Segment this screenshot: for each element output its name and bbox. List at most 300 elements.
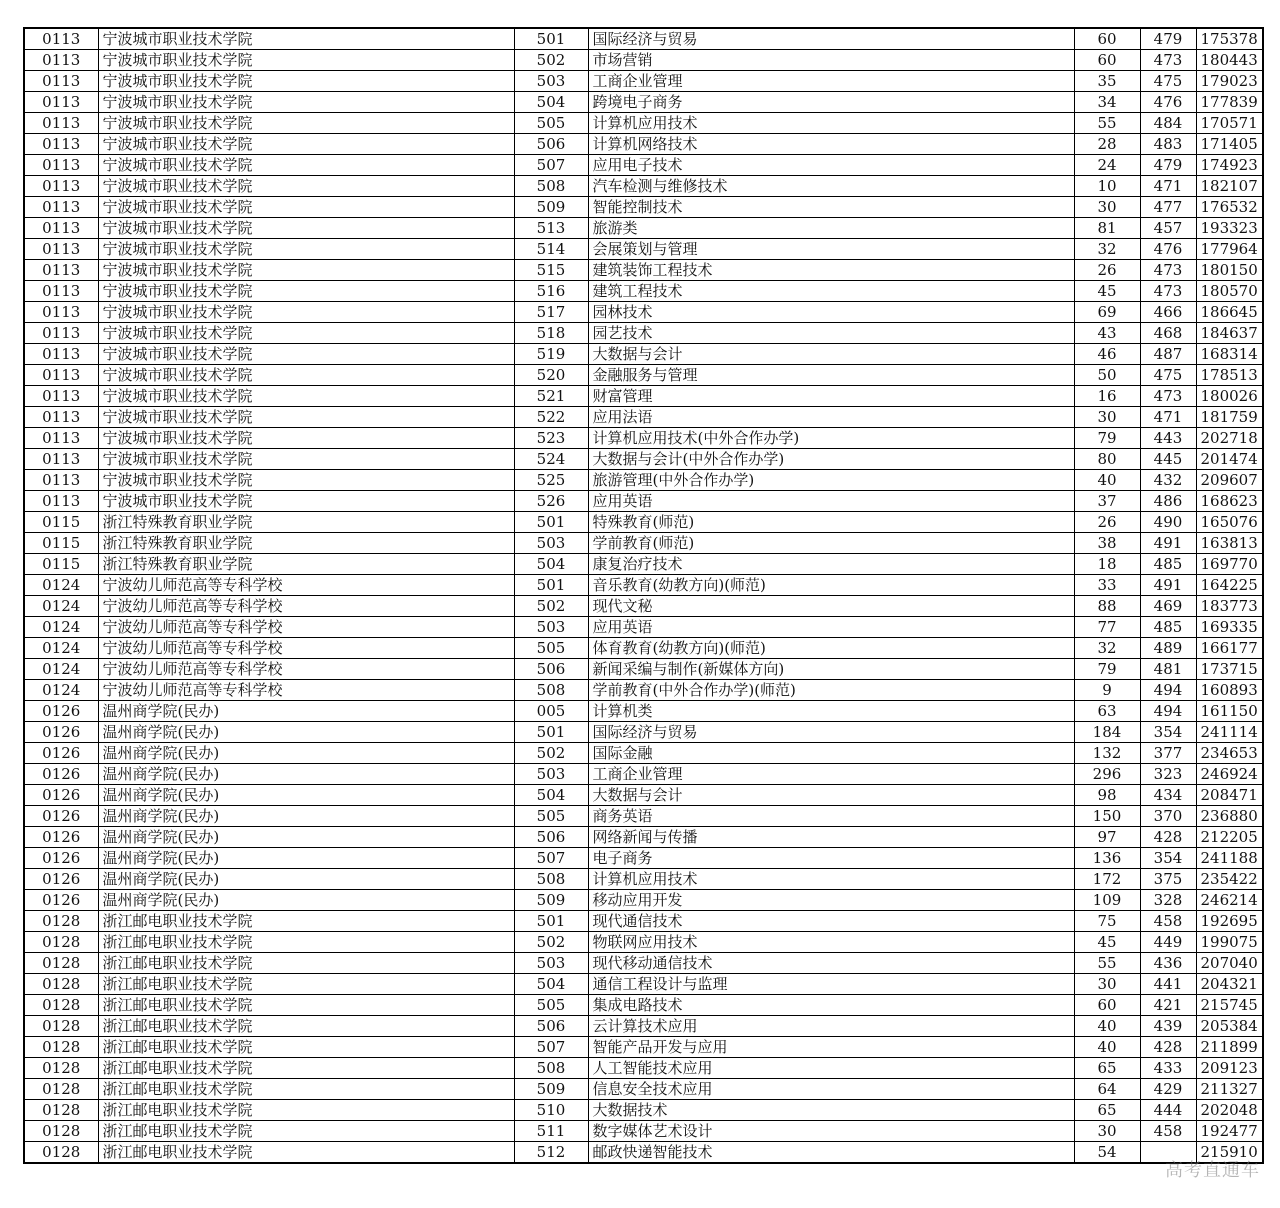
school-name-cell: 浙江邮电职业技术学院: [98, 1058, 514, 1079]
major-name-cell: 现代通信技术: [588, 911, 1074, 932]
school-code-cell: 0113: [24, 323, 98, 344]
school-code-cell: 0113: [24, 449, 98, 470]
plan-count-cell: 75: [1074, 911, 1140, 932]
major-code-cell: 519: [514, 344, 588, 365]
rank-cell: 165076: [1196, 512, 1263, 533]
school-name-cell: 宁波城市职业技术学院: [98, 28, 514, 50]
school-code-cell: 0115: [24, 512, 98, 533]
rank-cell: 174923: [1196, 155, 1263, 176]
school-name-cell: 宁波城市职业技术学院: [98, 407, 514, 428]
school-name-cell: 浙江邮电职业技术学院: [98, 995, 514, 1016]
table-row: [24, 1121, 1263, 1142]
school-code-cell: 0128: [24, 953, 98, 974]
school-name-cell: 宁波城市职业技术学院: [98, 302, 514, 323]
school-name-cell: 宁波城市职业技术学院: [98, 323, 514, 344]
major-code-cell: 522: [514, 407, 588, 428]
rank-cell: 178513: [1196, 365, 1263, 386]
rank-cell: 168623: [1196, 491, 1263, 512]
school-code-cell: 0128: [24, 1016, 98, 1037]
major-name-cell: 财富管理: [588, 386, 1074, 407]
school-name-cell: 浙江邮电职业技术学院: [98, 1121, 514, 1142]
school-name-cell: 宁波城市职业技术学院: [98, 134, 514, 155]
school-name-cell: 宁波城市职业技术学院: [98, 491, 514, 512]
min-score-cell: 377: [1140, 743, 1196, 764]
major-name-cell: 建筑工程技术: [588, 281, 1074, 302]
table-row: [24, 302, 1263, 323]
school-code-cell: 0113: [24, 260, 98, 281]
rank-cell: 175378: [1196, 28, 1263, 50]
min-score-cell: 434: [1140, 785, 1196, 806]
school-name-cell: 温州商学院(民办): [98, 848, 514, 869]
table-row: [24, 1100, 1263, 1121]
major-name-cell: 应用英语: [588, 617, 1074, 638]
school-code-cell: 0113: [24, 281, 98, 302]
major-name-cell: 跨境电子商务: [588, 92, 1074, 113]
plan-count-cell: 40: [1074, 1037, 1140, 1058]
plan-count-cell: 64: [1074, 1079, 1140, 1100]
rank-cell: 166177: [1196, 638, 1263, 659]
plan-count-cell: 34: [1074, 92, 1140, 113]
major-code-cell: 506: [514, 134, 588, 155]
rank-cell: 182107: [1196, 176, 1263, 197]
plan-count-cell: 296: [1074, 764, 1140, 785]
plan-count-cell: 109: [1074, 890, 1140, 911]
school-code-cell: 0126: [24, 743, 98, 764]
table-body: [24, 28, 1263, 1163]
min-score-cell: 421: [1140, 995, 1196, 1016]
major-code-cell: 506: [514, 1016, 588, 1037]
school-name-cell: 浙江邮电职业技术学院: [98, 1037, 514, 1058]
major-code-cell: 508: [514, 680, 588, 701]
school-code-cell: 0113: [24, 176, 98, 197]
table-row: [24, 176, 1263, 197]
school-name-cell: 温州商学院(民办): [98, 869, 514, 890]
min-score-cell: 354: [1140, 848, 1196, 869]
school-code-cell: 0113: [24, 71, 98, 92]
major-name-cell: 大数据技术: [588, 1100, 1074, 1121]
rank-cell: 201474: [1196, 449, 1263, 470]
school-name-cell: 浙江邮电职业技术学院: [98, 1100, 514, 1121]
major-code-cell: 506: [514, 659, 588, 680]
min-score-cell: 428: [1140, 827, 1196, 848]
major-name-cell: 计算机应用技术: [588, 869, 1074, 890]
min-score-cell: 476: [1140, 92, 1196, 113]
rank-cell: 235422: [1196, 869, 1263, 890]
rank-cell: 177839: [1196, 92, 1263, 113]
major-code-cell: 517: [514, 302, 588, 323]
major-name-cell: 特殊教育(师范): [588, 512, 1074, 533]
major-code-cell: 525: [514, 470, 588, 491]
min-score-cell: 370: [1140, 806, 1196, 827]
school-code-cell: 0113: [24, 344, 98, 365]
major-name-cell: 工商企业管理: [588, 71, 1074, 92]
rank-cell: 180443: [1196, 50, 1263, 71]
rank-cell: 205384: [1196, 1016, 1263, 1037]
major-code-cell: 506: [514, 827, 588, 848]
plan-count-cell: 132: [1074, 743, 1140, 764]
major-name-cell: 计算机类: [588, 701, 1074, 722]
major-name-cell: 康复治疗技术: [588, 554, 1074, 575]
major-name-cell: 应用电子技术: [588, 155, 1074, 176]
school-code-cell: 0126: [24, 764, 98, 785]
school-code-cell: 0113: [24, 218, 98, 239]
major-code-cell: 501: [514, 28, 588, 50]
table-row: [24, 596, 1263, 617]
school-name-cell: 温州商学院(民办): [98, 722, 514, 743]
min-score-cell: 479: [1140, 28, 1196, 50]
major-code-cell: 502: [514, 596, 588, 617]
min-score-cell: 443: [1140, 428, 1196, 449]
min-score-cell: 445: [1140, 449, 1196, 470]
major-code-cell: 503: [514, 617, 588, 638]
school-name-cell: 宁波城市职业技术学院: [98, 176, 514, 197]
school-name-cell: 宁波城市职业技术学院: [98, 92, 514, 113]
min-score-cell: 483: [1140, 134, 1196, 155]
major-name-cell: 市场营销: [588, 50, 1074, 71]
school-code-cell: 0113: [24, 470, 98, 491]
plan-count-cell: 24: [1074, 155, 1140, 176]
major-name-cell: 计算机网络技术: [588, 134, 1074, 155]
school-name-cell: 宁波城市职业技术学院: [98, 197, 514, 218]
major-name-cell: 音乐教育(幼教方向)(师范): [588, 575, 1074, 596]
school-name-cell: 宁波城市职业技术学院: [98, 50, 514, 71]
school-name-cell: 宁波幼儿师范高等专科学校: [98, 596, 514, 617]
table-row: [24, 28, 1263, 50]
table-row: [24, 701, 1263, 722]
table-row: [24, 1058, 1263, 1079]
school-code-cell: 0128: [24, 974, 98, 995]
school-code-cell: 0113: [24, 302, 98, 323]
school-name-cell: 温州商学院(民办): [98, 890, 514, 911]
plan-count-cell: 60: [1074, 995, 1140, 1016]
rank-cell: 181759: [1196, 407, 1263, 428]
major-code-cell: 501: [514, 512, 588, 533]
table-row: [24, 764, 1263, 785]
school-code-cell: 0128: [24, 1100, 98, 1121]
rank-cell: 212205: [1196, 827, 1263, 848]
major-name-cell: 大数据与会计: [588, 344, 1074, 365]
school-code-cell: 0126: [24, 890, 98, 911]
table-row: [24, 239, 1263, 260]
major-code-cell: 513: [514, 218, 588, 239]
major-name-cell: 现代文秘: [588, 596, 1074, 617]
min-score-cell: 439: [1140, 1016, 1196, 1037]
major-name-cell: 园林技术: [588, 302, 1074, 323]
school-name-cell: 温州商学院(民办): [98, 806, 514, 827]
school-code-cell: 0128: [24, 911, 98, 932]
major-code-cell: 502: [514, 743, 588, 764]
min-score-cell: 485: [1140, 617, 1196, 638]
school-name-cell: 温州商学院(民办): [98, 785, 514, 806]
major-name-cell: 新闻采编与制作(新媒体方向): [588, 659, 1074, 680]
school-code-cell: 0113: [24, 92, 98, 113]
min-score-cell: 490: [1140, 512, 1196, 533]
major-code-cell: 501: [514, 722, 588, 743]
plan-count-cell: 63: [1074, 701, 1140, 722]
min-score-cell: 486: [1140, 491, 1196, 512]
major-code-cell: 509: [514, 890, 588, 911]
school-code-cell: 0126: [24, 827, 98, 848]
rank-cell: 173715: [1196, 659, 1263, 680]
major-name-cell: 计算机应用技术: [588, 113, 1074, 134]
plan-count-cell: 30: [1074, 197, 1140, 218]
min-score-cell: 444: [1140, 1100, 1196, 1121]
major-code-cell: 508: [514, 869, 588, 890]
school-code-cell: 0124: [24, 638, 98, 659]
table-row: [24, 617, 1263, 638]
major-name-cell: 应用法语: [588, 407, 1074, 428]
min-score-cell: 375: [1140, 869, 1196, 890]
min-score-cell: 491: [1140, 575, 1196, 596]
plan-count-cell: 55: [1074, 953, 1140, 974]
major-name-cell: 云计算技术应用: [588, 1016, 1074, 1037]
school-name-cell: 浙江特殊教育职业学院: [98, 554, 514, 575]
plan-count-cell: 45: [1074, 281, 1140, 302]
min-score-cell: 432: [1140, 470, 1196, 491]
rank-cell: 180150: [1196, 260, 1263, 281]
min-score-cell: 489: [1140, 638, 1196, 659]
school-name-cell: 宁波城市职业技术学院: [98, 428, 514, 449]
major-code-cell: 508: [514, 1058, 588, 1079]
rank-cell: 241188: [1196, 848, 1263, 869]
min-score-cell: 428: [1140, 1037, 1196, 1058]
school-name-cell: 宁波城市职业技术学院: [98, 449, 514, 470]
plan-count-cell: 45: [1074, 932, 1140, 953]
major-code-cell: 511: [514, 1121, 588, 1142]
rank-cell: 207040: [1196, 953, 1263, 974]
major-code-cell: 504: [514, 974, 588, 995]
school-code-cell: 0124: [24, 659, 98, 680]
major-code-cell: 524: [514, 449, 588, 470]
major-code-cell: 504: [514, 92, 588, 113]
plan-count-cell: 79: [1074, 659, 1140, 680]
table-row: [24, 512, 1263, 533]
min-score-cell: 473: [1140, 50, 1196, 71]
rank-cell: 169335: [1196, 617, 1263, 638]
table-row: [24, 1079, 1263, 1100]
major-code-cell: 508: [514, 176, 588, 197]
table-row: [24, 470, 1263, 491]
plan-count-cell: 30: [1074, 1121, 1140, 1142]
school-code-cell: 0113: [24, 113, 98, 134]
rank-cell: 246214: [1196, 890, 1263, 911]
school-code-cell: 0128: [24, 1037, 98, 1058]
school-code-cell: 0115: [24, 533, 98, 554]
min-score-cell: 475: [1140, 71, 1196, 92]
plan-count-cell: 60: [1074, 50, 1140, 71]
plan-count-cell: 30: [1074, 974, 1140, 995]
major-code-cell: 503: [514, 533, 588, 554]
school-code-cell: 0113: [24, 428, 98, 449]
plan-count-cell: 55: [1074, 113, 1140, 134]
major-name-cell: 学前教育(中外合作办学)(师范): [588, 680, 1074, 701]
table-row: [24, 680, 1263, 701]
school-code-cell: 0128: [24, 1058, 98, 1079]
rank-cell: 164225: [1196, 575, 1263, 596]
table-row: [24, 953, 1263, 974]
school-code-cell: 0124: [24, 596, 98, 617]
school-code-cell: 0128: [24, 1079, 98, 1100]
major-code-cell: 005: [514, 701, 588, 722]
plan-count-cell: 50: [1074, 365, 1140, 386]
school-name-cell: 浙江邮电职业技术学院: [98, 1016, 514, 1037]
table-row: [24, 1016, 1263, 1037]
min-score-cell: 473: [1140, 386, 1196, 407]
table-row: [24, 134, 1263, 155]
plan-count-cell: 32: [1074, 239, 1140, 260]
major-name-cell: 移动应用开发: [588, 890, 1074, 911]
table-row: [24, 218, 1263, 239]
rank-cell: 180570: [1196, 281, 1263, 302]
major-code-cell: 518: [514, 323, 588, 344]
plan-count-cell: 80: [1074, 449, 1140, 470]
rank-cell: 176532: [1196, 197, 1263, 218]
table-row: [24, 155, 1263, 176]
school-name-cell: 宁波幼儿师范高等专科学校: [98, 659, 514, 680]
min-score-cell: 494: [1140, 680, 1196, 701]
table-row: [24, 743, 1263, 764]
plan-count-cell: 54: [1074, 1142, 1140, 1164]
plan-count-cell: 16: [1074, 386, 1140, 407]
table-row: [24, 71, 1263, 92]
major-name-cell: 应用英语: [588, 491, 1074, 512]
major-code-cell: 503: [514, 764, 588, 785]
rank-cell: 177964: [1196, 239, 1263, 260]
school-name-cell: 宁波城市职业技术学院: [98, 155, 514, 176]
school-code-cell: 0126: [24, 848, 98, 869]
school-name-cell: 宁波城市职业技术学院: [98, 71, 514, 92]
school-code-cell: 0113: [24, 197, 98, 218]
major-code-cell: 509: [514, 197, 588, 218]
table-row: [24, 428, 1263, 449]
rank-cell: 236880: [1196, 806, 1263, 827]
min-score-cell: 436: [1140, 953, 1196, 974]
school-code-cell: 0113: [24, 50, 98, 71]
school-name-cell: 浙江邮电职业技术学院: [98, 953, 514, 974]
rank-cell: 180026: [1196, 386, 1263, 407]
table-row: [24, 281, 1263, 302]
plan-count-cell: 43: [1074, 323, 1140, 344]
major-name-cell: 信息安全技术应用: [588, 1079, 1074, 1100]
school-name-cell: 宁波幼儿师范高等专科学校: [98, 638, 514, 659]
plan-count-cell: 18: [1074, 554, 1140, 575]
school-code-cell: 0113: [24, 155, 98, 176]
min-score-cell: 485: [1140, 554, 1196, 575]
plan-count-cell: 38: [1074, 533, 1140, 554]
rank-cell: 193323: [1196, 218, 1263, 239]
major-name-cell: 商务英语: [588, 806, 1074, 827]
school-code-cell: 0126: [24, 701, 98, 722]
school-name-cell: 浙江邮电职业技术学院: [98, 1142, 514, 1164]
table-row: [24, 848, 1263, 869]
major-name-cell: 园艺技术: [588, 323, 1074, 344]
rank-cell: 169770: [1196, 554, 1263, 575]
major-code-cell: 507: [514, 848, 588, 869]
major-code-cell: 521: [514, 386, 588, 407]
school-code-cell: 0113: [24, 28, 98, 50]
min-score-cell: 429: [1140, 1079, 1196, 1100]
school-code-cell: 0124: [24, 575, 98, 596]
plan-count-cell: 77: [1074, 617, 1140, 638]
major-name-cell: 国际经济与贸易: [588, 28, 1074, 50]
school-code-cell: 0126: [24, 806, 98, 827]
school-code-cell: 0126: [24, 869, 98, 890]
rank-cell: 179023: [1196, 71, 1263, 92]
min-score-cell: 466: [1140, 302, 1196, 323]
major-code-cell: 507: [514, 155, 588, 176]
major-code-cell: 507: [514, 1037, 588, 1058]
major-name-cell: 计算机应用技术(中外合作办学): [588, 428, 1074, 449]
rank-cell: 170571: [1196, 113, 1263, 134]
min-score-cell: 481: [1140, 659, 1196, 680]
school-name-cell: 温州商学院(民办): [98, 701, 514, 722]
school-name-cell: 宁波城市职业技术学院: [98, 386, 514, 407]
rank-cell: 241114: [1196, 722, 1263, 743]
plan-count-cell: 65: [1074, 1100, 1140, 1121]
school-code-cell: 0128: [24, 932, 98, 953]
major-name-cell: 智能控制技术: [588, 197, 1074, 218]
rank-cell: 192695: [1196, 911, 1263, 932]
school-code-cell: 0113: [24, 407, 98, 428]
major-name-cell: 建筑装饰工程技术: [588, 260, 1074, 281]
school-name-cell: 浙江邮电职业技术学院: [98, 1079, 514, 1100]
school-code-cell: 0126: [24, 785, 98, 806]
plan-count-cell: 60: [1074, 28, 1140, 50]
plan-count-cell: 79: [1074, 428, 1140, 449]
table-row: [24, 722, 1263, 743]
school-code-cell: 0113: [24, 134, 98, 155]
table-row: [24, 806, 1263, 827]
school-name-cell: 浙江邮电职业技术学院: [98, 911, 514, 932]
school-code-cell: 0126: [24, 722, 98, 743]
plan-count-cell: 136: [1074, 848, 1140, 869]
min-score-cell: 473: [1140, 281, 1196, 302]
rank-cell: 215910: [1196, 1142, 1263, 1164]
major-code-cell: 502: [514, 932, 588, 953]
school-name-cell: 宁波城市职业技术学院: [98, 218, 514, 239]
table-row: [24, 260, 1263, 281]
major-name-cell: 现代移动通信技术: [588, 953, 1074, 974]
table-row: [24, 869, 1263, 890]
school-name-cell: 宁波城市职业技术学院: [98, 239, 514, 260]
table-row: [24, 638, 1263, 659]
major-name-cell: 网络新闻与传播: [588, 827, 1074, 848]
major-name-cell: 会展策划与管理: [588, 239, 1074, 260]
min-score-cell: 471: [1140, 407, 1196, 428]
plan-count-cell: 184: [1074, 722, 1140, 743]
plan-count-cell: 98: [1074, 785, 1140, 806]
major-code-cell: 505: [514, 113, 588, 134]
plan-count-cell: 30: [1074, 407, 1140, 428]
school-code-cell: 0128: [24, 995, 98, 1016]
plan-count-cell: 46: [1074, 344, 1140, 365]
rank-cell: 199075: [1196, 932, 1263, 953]
rank-cell: 234653: [1196, 743, 1263, 764]
school-name-cell: 宁波城市职业技术学院: [98, 113, 514, 134]
rank-cell: 184637: [1196, 323, 1263, 344]
min-score-cell: 491: [1140, 533, 1196, 554]
school-name-cell: 宁波城市职业技术学院: [98, 365, 514, 386]
major-name-cell: 邮政快递智能技术: [588, 1142, 1074, 1164]
rank-cell: 192477: [1196, 1121, 1263, 1142]
min-score-cell: 458: [1140, 911, 1196, 932]
major-code-cell: 515: [514, 260, 588, 281]
major-code-cell: 505: [514, 806, 588, 827]
rank-cell: 215745: [1196, 995, 1263, 1016]
rank-cell: 202718: [1196, 428, 1263, 449]
major-name-cell: 数字媒体艺术设计: [588, 1121, 1074, 1142]
table-row: [24, 386, 1263, 407]
